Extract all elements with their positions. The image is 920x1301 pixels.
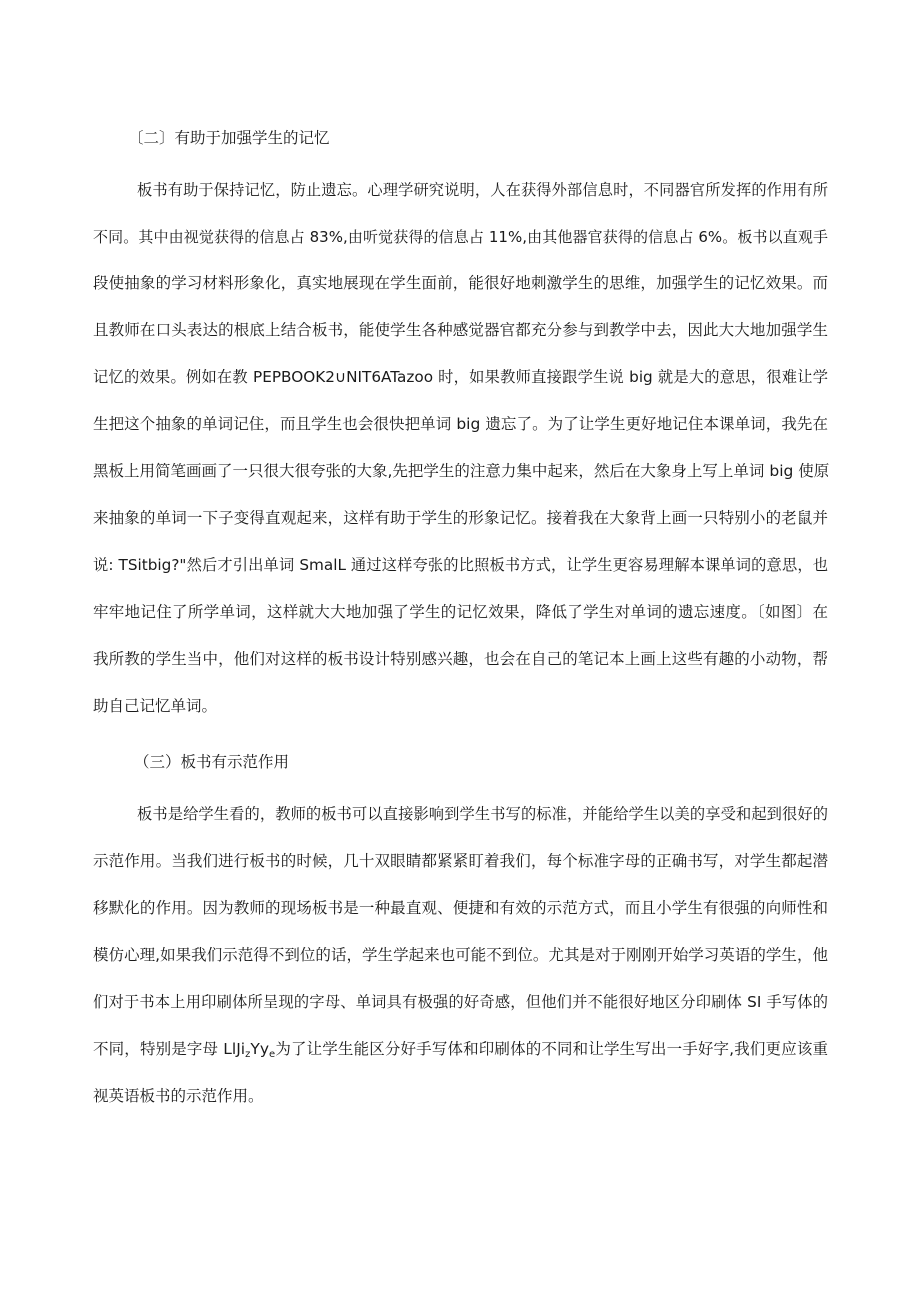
paragraph-line — [93, 1039, 828, 1065]
paragraph-line: 移默化的作用。因为教师的现场板书是一种最直观、便捷和有效的示范方式，而且小学生有很强的向师性和 — [93, 899, 828, 917]
paragraph-line: 来抽象的单词一下子变得直观起来，这样有助于学生的形象记忆。接着我在大象背上画一只特别小的老鼠并 — [93, 509, 828, 527]
section-heading-demonstration: （三）板书有示范作用 — [134, 753, 290, 771]
paragraph-line: 牢牢地记住了所学单词，这样就大大地加强了学生的记忆效果，降低了学生对单词的遗忘速度。〔如图〕在 — [93, 603, 828, 621]
paragraph-line: 我所教的学生当中，他们对这样的板书设计特别感兴趣，也会在自己的笔记本上画上这些有趣的小动物，帮 — [93, 650, 828, 668]
line-text: Yy — [250, 1040, 270, 1058]
paragraph-line: 不同。其中由视觉获得的信息占 83%,由听觉获得的信息占 11%,由其他器官获得的信息占 6%。板书以直观手 — [93, 228, 828, 246]
line-text: 为了让学生能区分好手写体和印刷体的不同和让学生写出一手好字,我们更应该重 — [275, 1040, 829, 1058]
paragraph-line: 且教师在口头表达的根底上结合板书，能使学生各种感觉器官都充分参与到教学中去，因此大大地加强学生 — [93, 321, 828, 339]
paragraph-line: 视英语板书的示范作用。 — [93, 1087, 264, 1105]
paragraph-line: 生把这个抽象的单词记住，而且学生也会很快把单词 big 遗忘了。为了让学生更好地记住本课单词，我先在 — [93, 415, 828, 433]
paragraph-line: 记忆的效果。例如在教 PEPBOOK2∪NIT6ATazoo 时，如果教师直接跟学生说 big 就是大的意思，很难让学 — [93, 368, 828, 386]
paragraph-line: 示范作用。当我们进行板书的时候，几十双眼睛都紧紧盯着我们，每个标准字母的正确书写，对学生都起潜 — [93, 852, 828, 870]
paragraph-line: 助自己记忆单词。 — [93, 697, 218, 715]
line-text: 不同，特别是字母 LlJi — [93, 1040, 246, 1058]
subscript: e — [269, 1049, 276, 1060]
section-heading-memory: 〔二〕有助于加强学生的记忆 — [128, 129, 330, 147]
subscript: z — [245, 1049, 251, 1060]
paragraph-line: 黑板上用简笔画画了一只很大很夸张的大象,先把学生的注意力集中起来，然后在大象身上写上单词 big 使原 — [93, 462, 830, 480]
paragraph-line: 们对于书本上用印刷体所呈现的字母、单词具有极强的好奇感，但他们并不能很好地区分印刷体 SI 手写体的 — [93, 993, 828, 1011]
paragraph-line: 说: TSitbig?"然后才引出单词 SmalL 通过这样夸张的比照板书方式，让学生更容易理解本课单词的意思，也 — [93, 556, 828, 574]
paragraph-line: 板书是给学生看的，教师的板书可以直接影响到学生书写的标准，并能给学生以美的享受和起到很好的 — [137, 805, 828, 823]
paragraph-line: 板书有助于保持记忆，防止遗忘。心理学研究说明，人在获得外部信息时，不同器官所发挥的作用有所 — [137, 181, 828, 199]
paragraph-line: 段使抽象的学习材料形象化，真实地展现在学生面前，能很好地刺激学生的思维，加强学生的记忆效果。而 — [93, 274, 828, 292]
paragraph-line: 模仿心理,如果我们示范得不到位的话，学生学起来也可能不到位。尤其是对于刚刚开始学习英语的学生，他 — [93, 946, 828, 964]
